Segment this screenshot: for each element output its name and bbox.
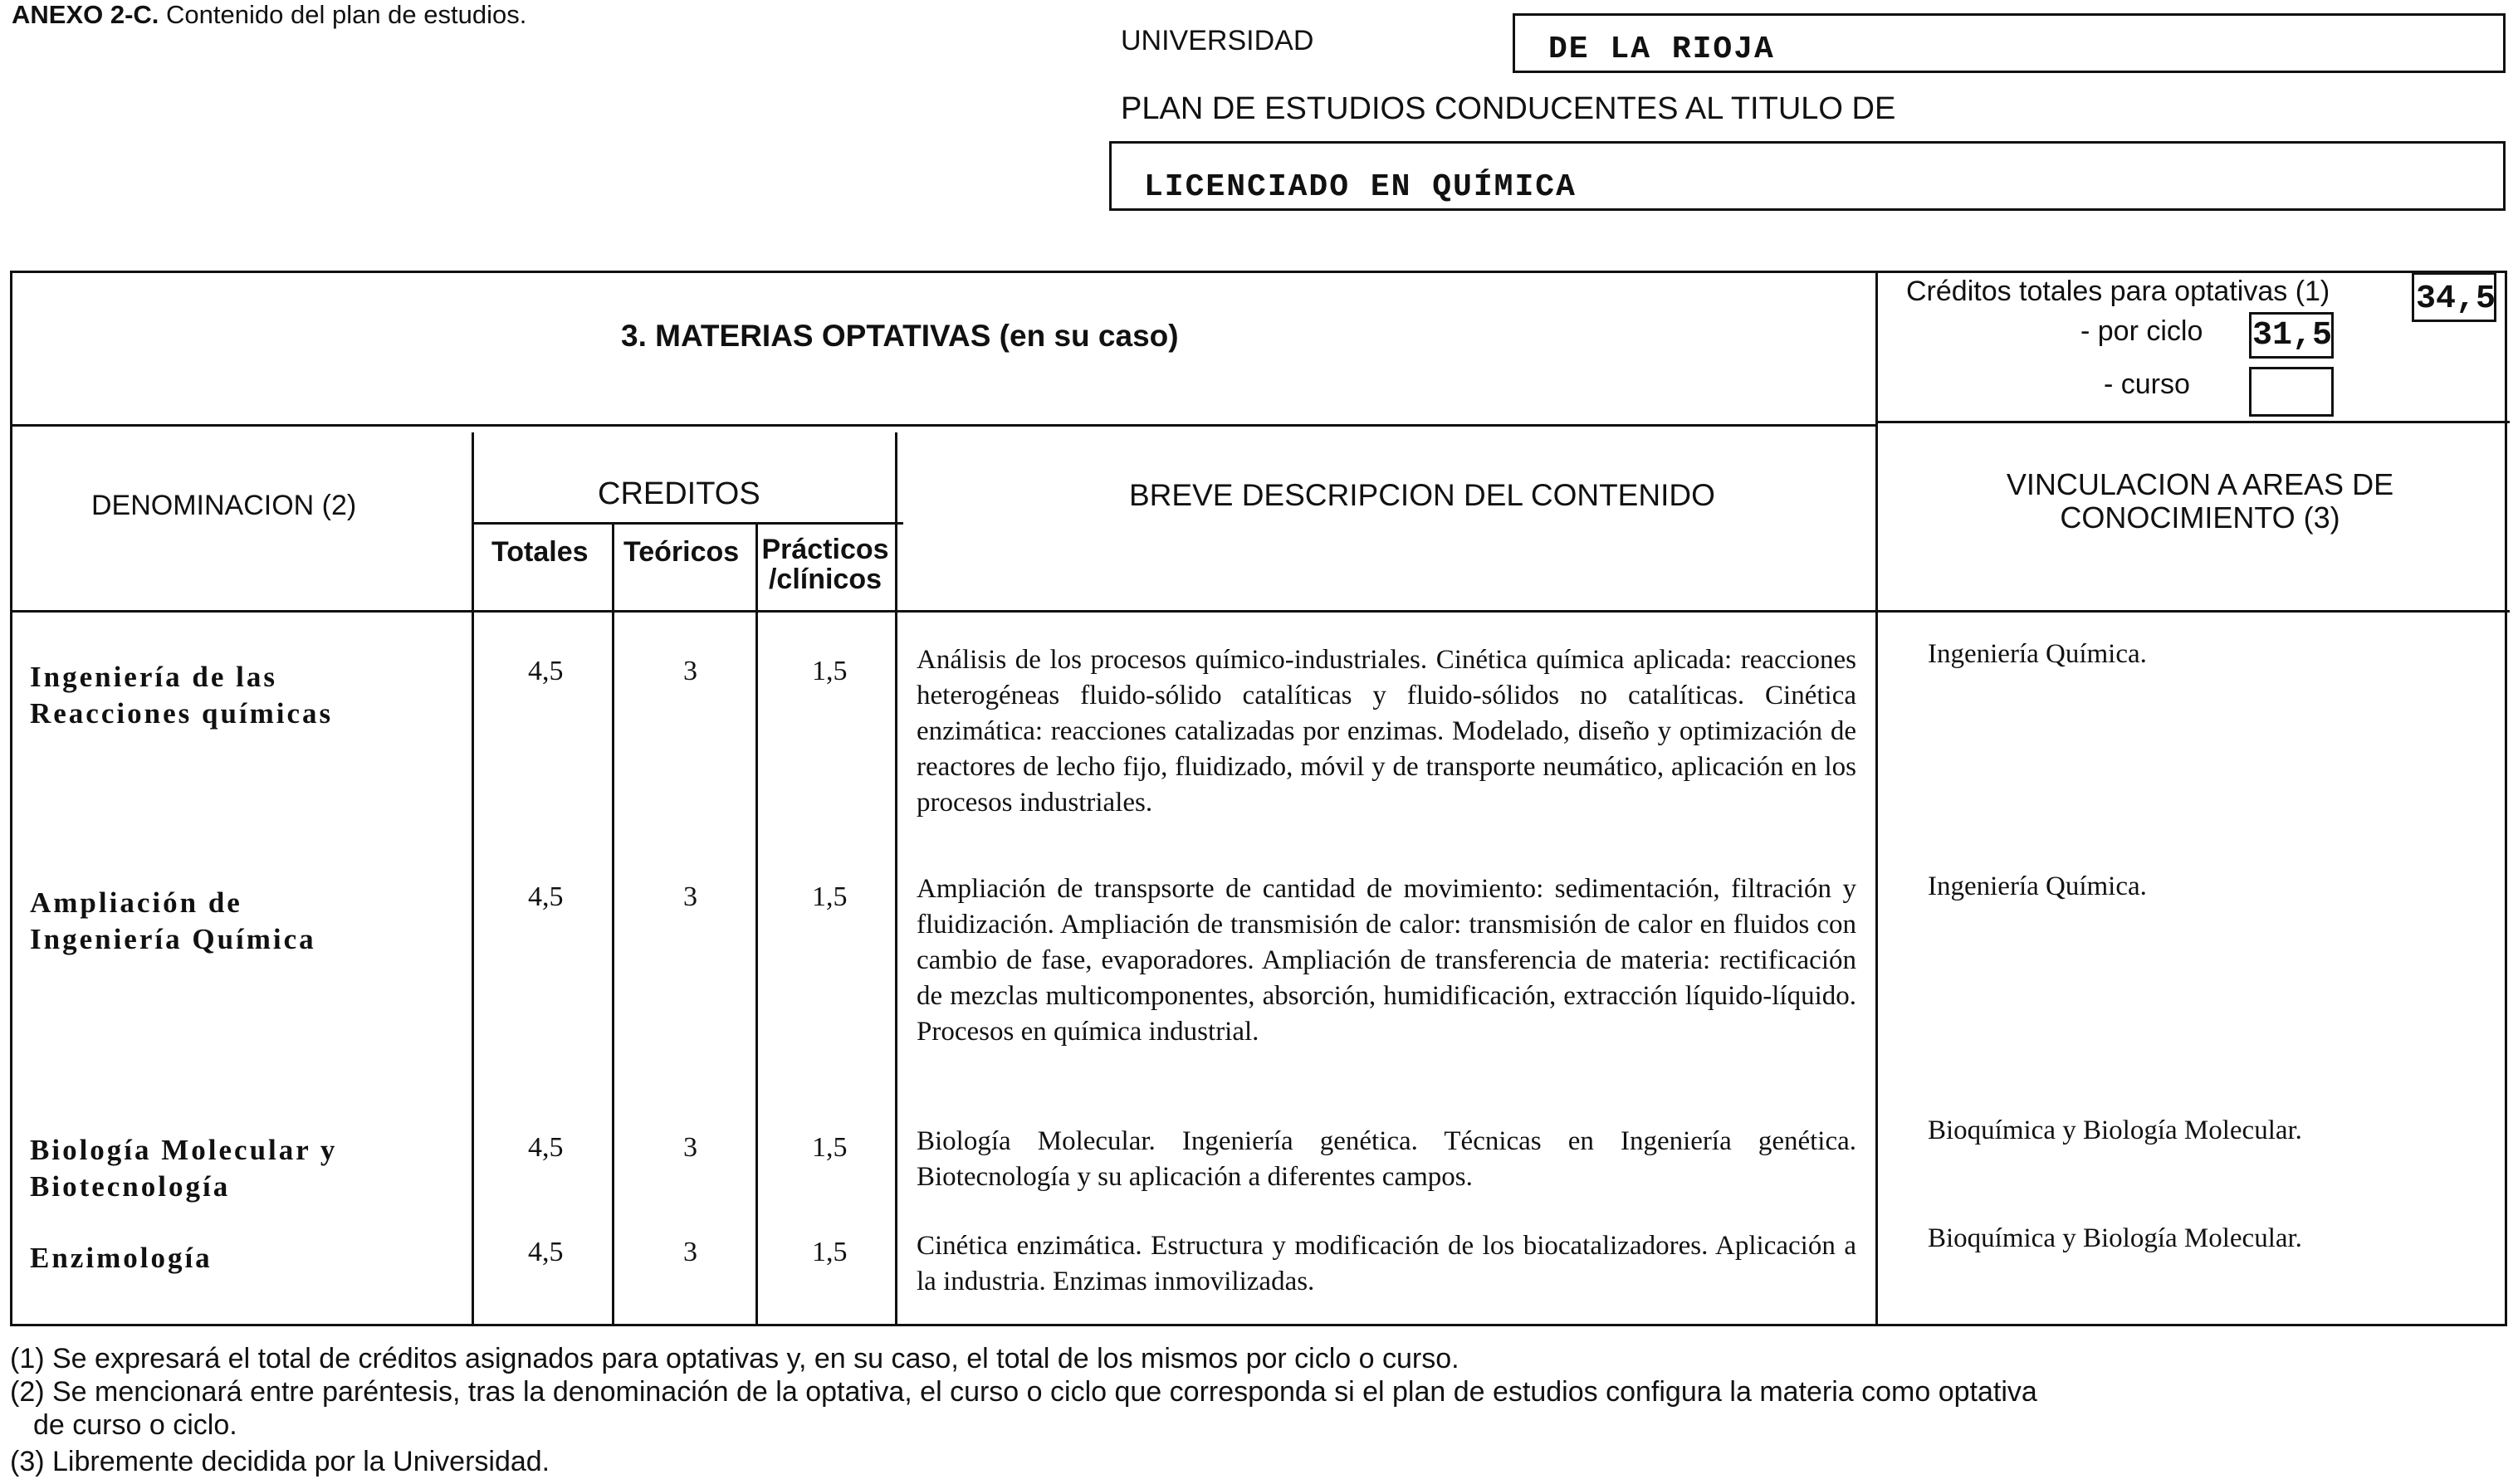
col-line-3 xyxy=(755,522,758,1324)
col-line-4 xyxy=(895,432,897,1324)
row-4-name: Enzimología xyxy=(30,1242,213,1274)
footnote-1: (1) Se expresará el total de créditos asignados para optativas y, en su caso, el total de los mismos por ciclo o curso. xyxy=(10,1343,1459,1374)
row-1-teoricos: 3 xyxy=(683,656,697,686)
row-4-practicos: 1,5 xyxy=(812,1237,848,1267)
col-header-creditos: CREDITOS xyxy=(598,476,760,511)
col-line-2 xyxy=(612,522,614,1324)
curso-box xyxy=(2249,367,2334,417)
row-3-totales: 4,5 xyxy=(528,1132,564,1163)
col-header-teoricos: Teóricos xyxy=(623,536,740,568)
row-2-description: Ampliación de transpsorte de cantidad de movimiento: sedimentación, filtración y fluidización. Ampliación de transmisión de calor: transmisión de calor en fluidos con cambio de fase, evaporadores. Ampliación de transferencia de materia: rectificación de mezclas multicomponentes, absorción, humidificación, extracción líquido-líquido. Procesos en química industrial. xyxy=(917,874,1856,1047)
row-2-totales: 4,5 xyxy=(528,881,564,912)
col-header-vinculacion: VINCULACION A AREAS DE CONOCIMIENTO (3) xyxy=(2006,467,2394,535)
col-line-5 xyxy=(1875,273,1878,1324)
por-ciclo-value: 31,5 xyxy=(2252,317,2333,354)
plan-label: PLAN DE ESTUDIOS CONDUCENTES AL TITULO DE xyxy=(1121,91,1896,126)
curso-label: - curso xyxy=(2104,369,2190,400)
row-1-name: Ingeniería de las Reacciones químicas xyxy=(30,661,334,730)
row-3-name: Biología Molecular y Biotecnología xyxy=(30,1134,338,1203)
divider-credits-box xyxy=(1875,421,2510,423)
degree-value: LICENCIADO EN QUÍMICA xyxy=(1144,169,1577,205)
row-3-teoricos: 3 xyxy=(683,1132,697,1163)
col-header-denominacion: DENOMINACION (2) xyxy=(91,490,357,521)
row-4-area: Bioquímica y Biología Molecular. xyxy=(1928,1223,2302,1253)
footnote-3: (3) Libremente decidida por la Universidad. xyxy=(10,1446,550,1477)
annex-title: ANEXO 2-C. Contenido del plan de estudios. xyxy=(12,0,527,29)
row-2-teoricos: 3 xyxy=(683,881,697,912)
row-1-description: Análisis de los procesos químico-industriales. Cinética química aplicada: reacciones heterogéneas fluido-sólido catalíticas y fluido-sólidos no catalíticas. Cinética enzimática: reacciones catalizadas por enzimas. Modelado, diseño y optimización de reactores de lecho fijo, fluidizado, móvil y de transporte neumático, aplicación en los procesos industriales. xyxy=(917,645,1856,818)
por-ciclo-label: - por ciclo xyxy=(2080,315,2203,347)
row-1-practicos: 1,5 xyxy=(812,656,848,686)
row-2-name: Ampliación de Ingeniería Química xyxy=(30,886,316,955)
row-3-practicos: 1,5 xyxy=(812,1132,848,1163)
row-4-description: Cinética enzimática. Estructura y modificación de los biocatalizadores. Aplicación a la industria. Enzimas inmovilizadas. xyxy=(917,1231,1856,1296)
footnote-2-cont: de curso o ciclo. xyxy=(33,1409,237,1441)
credits-total-label: Créditos totales para optativas (1) xyxy=(1906,276,2330,307)
col-header-descripcion: BREVE DESCRIPCION DEL CONTENIDO xyxy=(1129,478,1715,512)
footnote-2: (2) Se mencionará entre paréntesis, tras la denominación de la optativa, el curso o ciclo que corresponda si el plan de estudios configura la materia como optativa xyxy=(10,1376,2037,1408)
row-4-teoricos: 3 xyxy=(683,1237,697,1267)
divider-header xyxy=(12,610,2510,613)
row-1-area: Ingeniería Química. xyxy=(1928,639,2147,669)
row-3-area: Bioquímica y Biología Molecular. xyxy=(1928,1115,2302,1145)
row-4-totales: 4,5 xyxy=(528,1237,564,1267)
row-3-description: Biología Molecular. Ingeniería genética. Técnicas en Ingeniería genética. Biotecnología y su aplicación a diferentes campos. xyxy=(917,1126,1856,1192)
divider-credits-sub xyxy=(473,522,903,525)
row-2-area: Ingeniería Química. xyxy=(1928,871,2147,901)
row-2-practicos: 1,5 xyxy=(812,881,848,912)
university-value: DE LA RIOJA xyxy=(1548,32,1775,67)
credits-total-value: 34,5 xyxy=(2416,281,2496,318)
col-line-1 xyxy=(472,432,474,1324)
section-title: 3. MATERIAS OPTATIVAS (en su caso) xyxy=(621,319,1179,353)
col-header-practicos: Prácticos /clínicos xyxy=(761,534,889,595)
university-label: UNIVERSIDAD xyxy=(1121,25,1314,56)
divider-title xyxy=(12,424,1875,427)
row-1-totales: 4,5 xyxy=(528,656,564,686)
col-header-totales: Totales xyxy=(491,536,589,568)
